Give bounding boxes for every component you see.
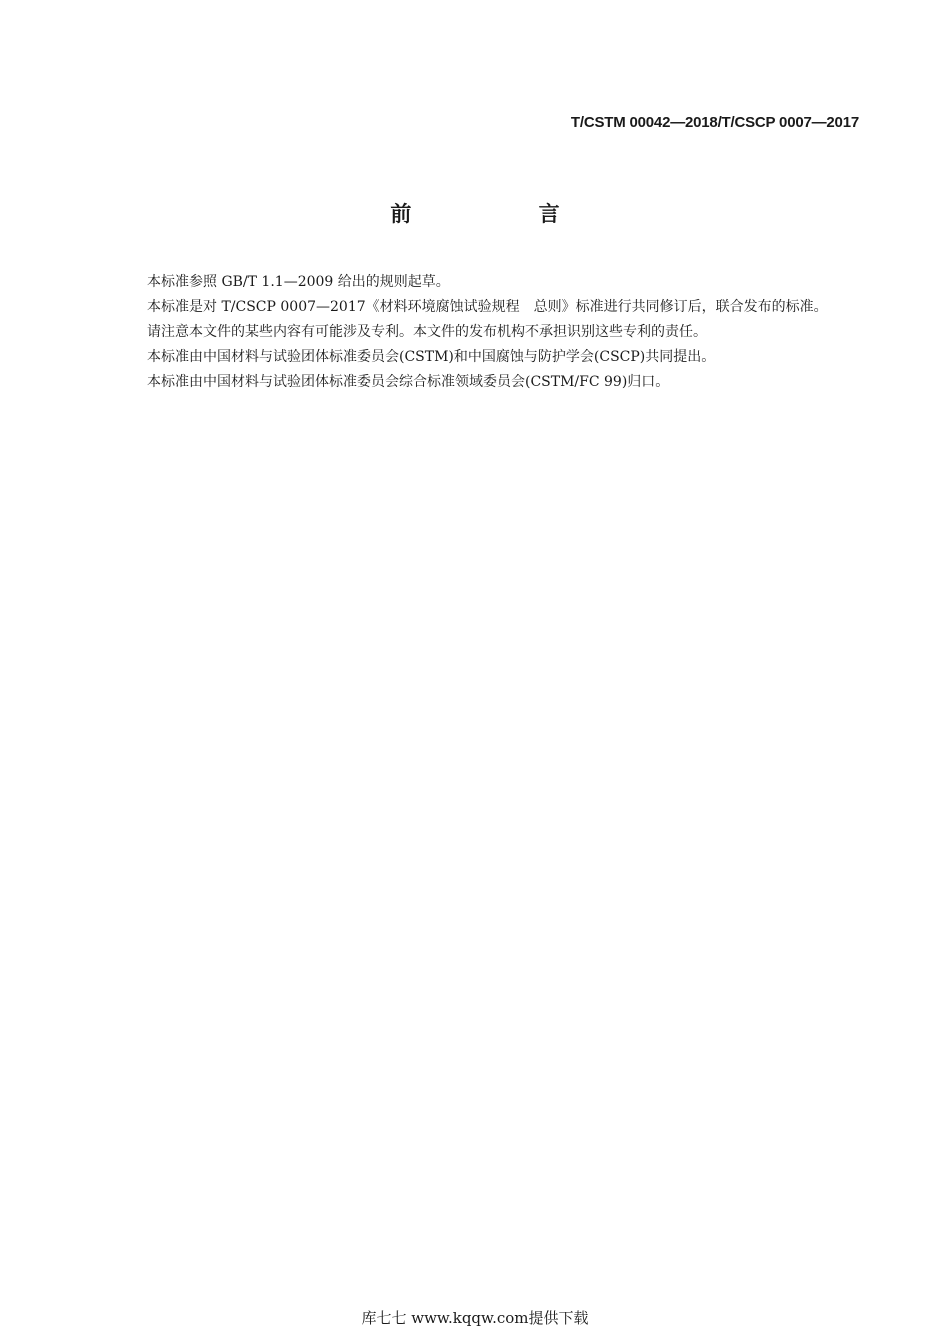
paragraph-patent-notice: 请注意本文件的某些内容有可能涉及专利。本文件的发布机构不承担识别这些专利的责任。 (147, 324, 707, 340)
standard-code: T/CSTM 00042—2018/T/CSCP 0007—2017 (570, 114, 859, 131)
page-title: 前 言 (390, 202, 620, 226)
paragraph-revision-note: 本标准是对 T/CSCP 0007—2017《材料环境腐蚀试验规程 总则》标准进行共同修订后，联合发布的标准。 (147, 299, 828, 315)
download-watermark: 库七七 www.kqqw.com提供下载 (361, 1309, 589, 1327)
foreword-body (114, 270, 860, 395)
paragraph-responsible-committee: 本标准由中国材料与试验团体标准委员会综合标准领域委员会(CSTM/FC 99)归口。 (147, 374, 670, 390)
paragraph-drafting-rules: 本标准参照 GB/T 1.1—2009 给出的规则起草。 (147, 274, 450, 290)
paragraph-proposer: 本标准由中国材料与试验团体标准委员会(CSTM)和中国腐蚀与防护学会(CSCP)共同提出。 (147, 349, 716, 365)
